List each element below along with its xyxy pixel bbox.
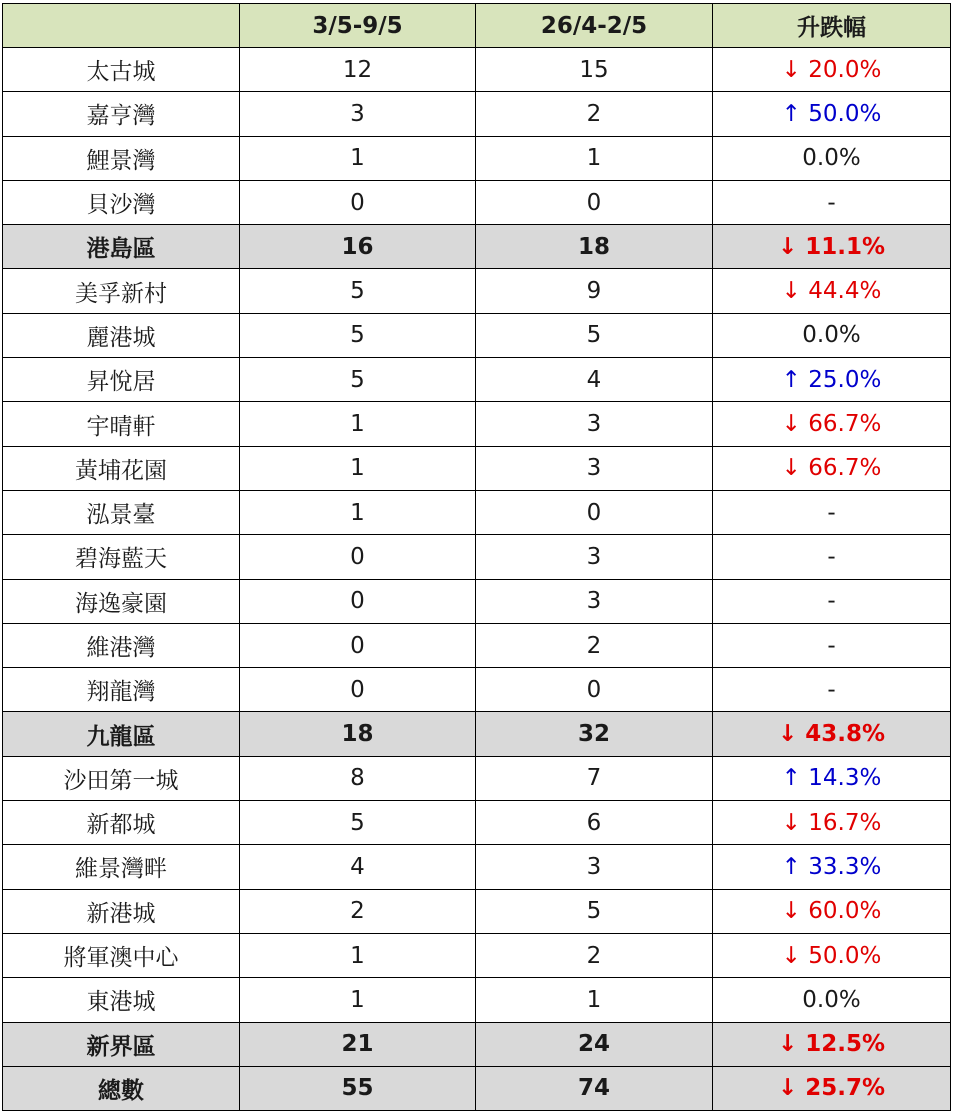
estate-name-cell: 九龍區 (3, 712, 240, 756)
change-percent-cell: - (713, 535, 951, 579)
table-row (3, 756, 951, 800)
current-week-count-cell: 1 (240, 136, 476, 180)
table-row (3, 490, 951, 534)
estate-name-cell: 維景灣畔 (3, 845, 240, 889)
estate-name-cell: 新界區 (3, 1022, 240, 1066)
estate-name-cell: 新都城 (3, 801, 240, 845)
table-row (3, 933, 951, 977)
previous-week-count-cell: 18 (476, 225, 713, 269)
previous-week-count-cell: 6 (476, 801, 713, 845)
estate-name-cell: 黃埔花園 (3, 446, 240, 490)
previous-week-count-cell: 7 (476, 756, 713, 800)
table-row (3, 623, 951, 667)
change-percent-cell: ↑ 14.3% (713, 756, 951, 800)
estate-name-cell: 嘉亨灣 (3, 92, 240, 136)
current-week-count-cell: 0 (240, 668, 476, 712)
current-week-count-cell: 1 (240, 402, 476, 446)
previous-week-count-cell: 2 (476, 92, 713, 136)
previous-week-count-cell: 32 (476, 712, 713, 756)
current-week-count-cell: 0 (240, 535, 476, 579)
current-week-count-cell: 4 (240, 845, 476, 889)
change-percent-cell: ↓ 16.7% (713, 801, 951, 845)
previous-week-count-cell: 4 (476, 358, 713, 402)
current-week-count-cell: 0 (240, 623, 476, 667)
transaction-table (2, 3, 951, 1111)
header-previous-week: 26/4-2/5 (476, 4, 713, 48)
previous-week-count-cell: 2 (476, 623, 713, 667)
estate-name-cell: 碧海藍天 (3, 535, 240, 579)
table-row (3, 446, 951, 490)
previous-week-count-cell: 24 (476, 1022, 713, 1066)
current-week-count-cell: 1 (240, 933, 476, 977)
previous-week-count-cell: 74 (476, 1066, 713, 1110)
current-week-count-cell: 21 (240, 1022, 476, 1066)
table-row (3, 801, 951, 845)
change-percent-cell: ↓ 44.4% (713, 269, 951, 313)
table-row (3, 402, 951, 446)
change-percent-cell: ↓ 66.7% (713, 446, 951, 490)
table-body (3, 48, 951, 1111)
current-week-count-cell: 16 (240, 225, 476, 269)
table-row (3, 668, 951, 712)
current-week-count-cell: 8 (240, 756, 476, 800)
estate-name-cell: 泓景臺 (3, 490, 240, 534)
header-change: 升跌幅 (713, 4, 951, 48)
previous-week-count-cell: 3 (476, 402, 713, 446)
change-percent-cell: ↓ 20.0% (713, 48, 951, 92)
table-row (3, 889, 951, 933)
previous-week-count-cell: 0 (476, 490, 713, 534)
estate-name-cell: 沙田第一城 (3, 756, 240, 800)
table-row (3, 180, 951, 224)
current-week-count-cell: 18 (240, 712, 476, 756)
change-percent-cell: ↓ 66.7% (713, 402, 951, 446)
header-current-week: 3/5-9/5 (240, 4, 476, 48)
previous-week-count-cell: 1 (476, 978, 713, 1022)
current-week-count-cell: 5 (240, 801, 476, 845)
change-percent-cell: - (713, 180, 951, 224)
current-week-count-cell: 1 (240, 490, 476, 534)
estate-name-cell: 昇悅居 (3, 358, 240, 402)
current-week-count-cell: 2 (240, 889, 476, 933)
estate-name-cell: 新港城 (3, 889, 240, 933)
change-percent-cell: ↓ 25.7% (713, 1066, 951, 1110)
subtotal-row (3, 225, 951, 269)
table-row (3, 358, 951, 402)
change-percent-cell: ↓ 60.0% (713, 889, 951, 933)
table-row (3, 535, 951, 579)
estate-name-cell: 東港城 (3, 978, 240, 1022)
estate-name-cell: 貝沙灣 (3, 180, 240, 224)
previous-week-count-cell: 3 (476, 845, 713, 889)
previous-week-count-cell: 3 (476, 535, 713, 579)
change-percent-cell: ↑ 25.0% (713, 358, 951, 402)
table-row (3, 579, 951, 623)
table-row (3, 845, 951, 889)
estate-name-cell: 海逸豪園 (3, 579, 240, 623)
current-week-count-cell: 3 (240, 92, 476, 136)
subtotal-row (3, 1066, 951, 1110)
table-row (3, 92, 951, 136)
change-percent-cell: ↓ 12.5% (713, 1022, 951, 1066)
current-week-count-cell: 12 (240, 48, 476, 92)
subtotal-row (3, 1022, 951, 1066)
estate-name-cell: 將軍澳中心 (3, 933, 240, 977)
table-row (3, 48, 951, 92)
change-percent-cell: ↑ 50.0% (713, 92, 951, 136)
header-row (3, 4, 951, 48)
change-percent-cell: 0.0% (713, 136, 951, 180)
change-percent-cell: - (713, 623, 951, 667)
estate-name-cell: 翔龍灣 (3, 668, 240, 712)
current-week-count-cell: 55 (240, 1066, 476, 1110)
estate-name-cell: 太古城 (3, 48, 240, 92)
current-week-count-cell: 0 (240, 579, 476, 623)
previous-week-count-cell: 5 (476, 889, 713, 933)
change-percent-cell: 0.0% (713, 978, 951, 1022)
change-percent-cell: ↓ 11.1% (713, 225, 951, 269)
previous-week-count-cell: 5 (476, 313, 713, 357)
change-percent-cell: 0.0% (713, 313, 951, 357)
table-header (3, 4, 951, 48)
previous-week-count-cell: 2 (476, 933, 713, 977)
estate-name-cell: 總數 (3, 1066, 240, 1110)
table-row (3, 978, 951, 1022)
current-week-count-cell: 1 (240, 446, 476, 490)
change-percent-cell: - (713, 668, 951, 712)
estate-name-cell: 美孚新村 (3, 269, 240, 313)
estate-name-cell: 麗港城 (3, 313, 240, 357)
current-week-count-cell: 0 (240, 180, 476, 224)
change-percent-cell: ↓ 50.0% (713, 933, 951, 977)
change-percent-cell: ↑ 33.3% (713, 845, 951, 889)
previous-week-count-cell: 9 (476, 269, 713, 313)
subtotal-row (3, 712, 951, 756)
current-week-count-cell: 5 (240, 358, 476, 402)
previous-week-count-cell: 3 (476, 446, 713, 490)
previous-week-count-cell: 0 (476, 180, 713, 224)
current-week-count-cell: 5 (240, 313, 476, 357)
change-percent-cell: ↓ 43.8% (713, 712, 951, 756)
previous-week-count-cell: 15 (476, 48, 713, 92)
previous-week-count-cell: 1 (476, 136, 713, 180)
current-week-count-cell: 5 (240, 269, 476, 313)
header-estate (3, 4, 240, 48)
data-table-container (2, 3, 950, 1111)
estate-name-cell: 鯉景灣 (3, 136, 240, 180)
estate-name-cell: 維港灣 (3, 623, 240, 667)
previous-week-count-cell: 0 (476, 668, 713, 712)
table-row (3, 313, 951, 357)
estate-name-cell: 港島區 (3, 225, 240, 269)
change-percent-cell: - (713, 490, 951, 534)
change-percent-cell: - (713, 579, 951, 623)
estate-name-cell: 宇晴軒 (3, 402, 240, 446)
previous-week-count-cell: 3 (476, 579, 713, 623)
current-week-count-cell: 1 (240, 978, 476, 1022)
table-row (3, 136, 951, 180)
table-row (3, 269, 951, 313)
